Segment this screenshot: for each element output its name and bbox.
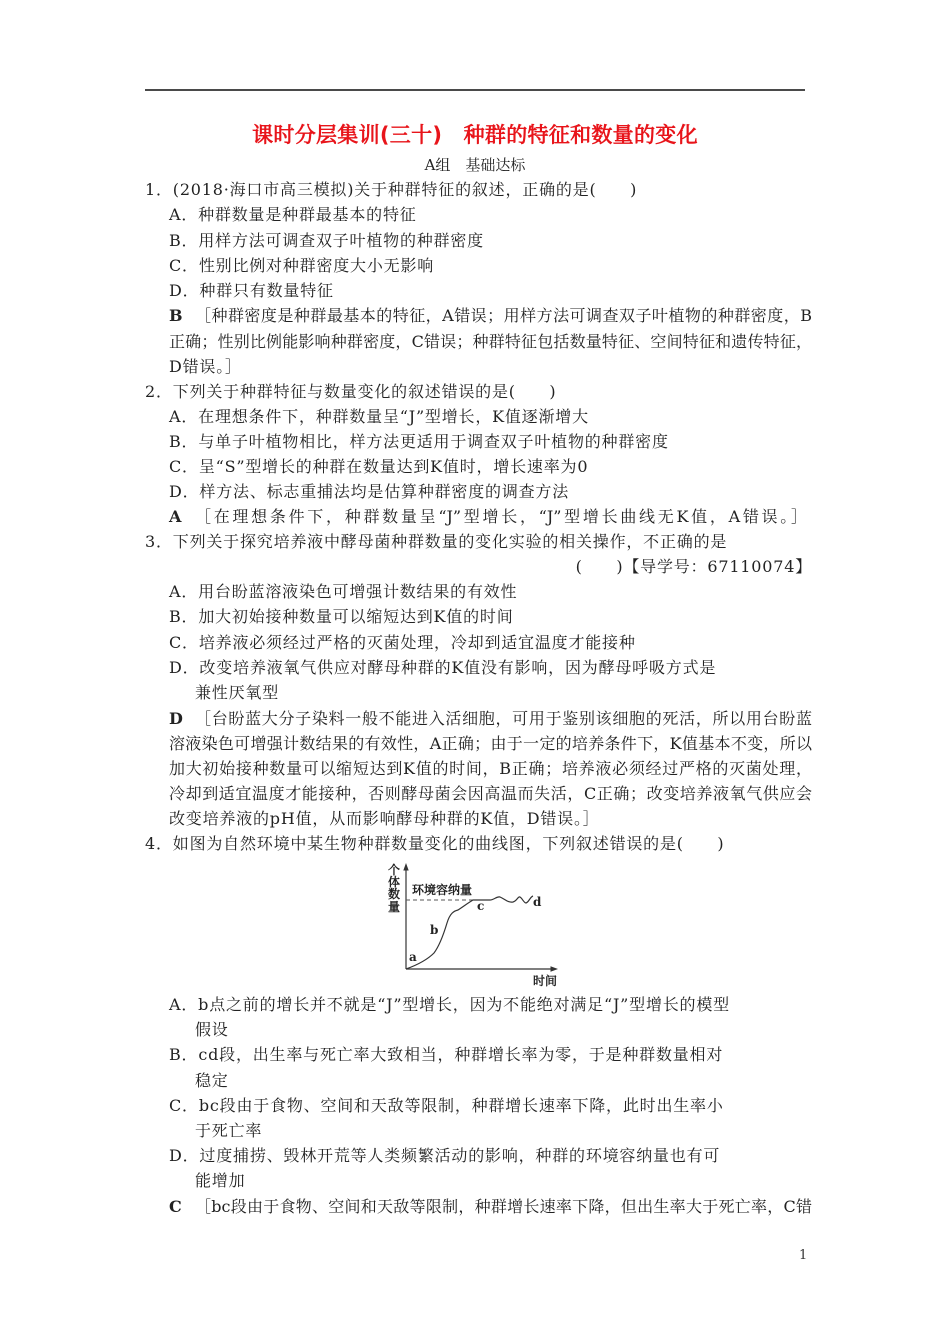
y-axis-arrow-icon: [403, 863, 408, 871]
figure-x-axis-label: 时间: [533, 974, 558, 988]
answer-explanation-line: ［在理想条件下，种群数量呈“J”型增长，“J”型增长曲线无K值，A错误。］: [195, 507, 807, 526]
question-3-option-c: C．培养液必须经过严格的灭菌处理，冷却到适宜温度才能接种: [169, 633, 636, 652]
question-4-stem: 4．如图为自然环境中某生物种群数量变化的曲线图，下列叙述错误的是( ): [145, 834, 725, 853]
question-2-option-b: B．与单子叶植物相比，样方法更适用于调查双子叶植物的种群密度: [169, 432, 669, 451]
question-3-option-a: A．用台盼蓝溶液染色可增强计数结果的有效性: [169, 582, 518, 601]
answer-letter: A: [169, 507, 182, 526]
question-1-option-a: A．种群数量是种群最基本的特征: [169, 205, 417, 224]
answer-explanation-line: 改变培养液的pH值，从而影响酵母种群的K值，D错误。］: [169, 809, 600, 828]
answer-explanation-line: 冷却到适宜温度才能接种，否则酵母菌会因高温而失活，C正确；改变培养液氧气供应会: [169, 784, 812, 803]
figure-carrying-capacity-label: 环境容纳量: [412, 883, 473, 897]
x-axis-arrow-icon: [551, 966, 559, 971]
question-3-option-b: B．加大初始接种数量可以缩短达到K值的时间: [169, 607, 514, 626]
question-3-answer: [169, 707, 812, 731]
question-3-stem: 3．下列关于探究培养液中酵母菌种群数量的变化实验的相关操作，不正确的是: [145, 532, 728, 551]
answer-letter: B: [169, 306, 183, 325]
figure-y-axis-label: 个体数量: [388, 863, 401, 914]
question-1-option-b: B．用样方法可调查双子叶植物的种群密度: [169, 231, 484, 250]
section-subtitle: A组 基础达标: [424, 156, 526, 174]
population-growth-curve-figure: [370, 855, 590, 995]
answer-letter: C: [169, 1197, 182, 1216]
answer-explanation-line: 溶液染色可增强计数结果的有效性，A正确；由于一定的培养条件下，K值基本不变，所以: [169, 734, 812, 753]
question-1-answer: [169, 304, 812, 328]
question-4-answer: [169, 1195, 812, 1219]
question-3-guide-number: ( )【导学号：67110074】: [575, 557, 812, 576]
answer-explanation-line: D错误。］: [169, 357, 242, 376]
answer-explanation-line: ［台盼蓝大分子染料一般不能进入活细胞，可用于鉴别该细胞的死活，所以用台盼蓝: [195, 709, 812, 728]
figure-point-d: d: [533, 895, 542, 909]
question-1-stem: 1．(2018·海口市高三模拟)关于种群特征的叙述，正确的是( ): [145, 180, 638, 199]
population-curve: [406, 896, 533, 969]
question-2-option-d: D．样方法、标志重捕法均是估算种群密度的调查方法: [169, 482, 570, 501]
question-4-option-c-wrap: 于死亡率: [195, 1121, 263, 1140]
answer-explanation-line: ［种群密度是种群最基本的特征，A错误；用样方法可调查双子叶植物的种群密度，B: [195, 306, 812, 325]
answer-explanation-line: 加大初始接种数量可以缩短达到K值的时间，B正确；培养液必须经过严格的灭菌处理，: [169, 759, 812, 778]
question-1-option-d: D．种群只有数量特征: [169, 281, 334, 300]
answer-explanation-line: 正确；性别比例能影响种群密度，C错误；种群特征包括数量特征、空间特征和遗传特征，: [169, 332, 812, 351]
page-number: 1: [799, 1248, 808, 1263]
question-3-option-d-wrap: 兼性厌氧型: [195, 683, 280, 702]
question-4-option-c: C．bc段由于食物、空间和天敌等限制，种群增长速率下降，此时出生率小: [169, 1096, 724, 1115]
figure-point-a: a: [409, 950, 417, 964]
answer-explanation-line: ［bc段由于食物、空间和天敌等限制，种群增长速率下降，但出生率大于死亡率，C错: [195, 1197, 812, 1216]
question-4-option-a-wrap: 假设: [195, 1020, 229, 1039]
header-rule: [145, 89, 805, 91]
question-4-option-d-wrap: 能增加: [195, 1171, 246, 1190]
question-2-stem: 2．下列关于种群特征与数量变化的叙述错误的是( ): [145, 382, 557, 401]
question-2-option-c: C．呈“S”型增长的种群在数量达到K值时，增长速率为0: [169, 457, 589, 476]
question-4-option-d: D．过度捕捞、毁林开荒等人类频繁活动的影响，种群的环境容纳量也有可: [169, 1146, 721, 1165]
question-2-answer: [169, 505, 807, 529]
question-4-option-b: B．cd段，出生率与死亡率大致相当，种群增长率为零，于是种群数量相对: [169, 1045, 724, 1064]
figure-point-c: c: [477, 899, 485, 913]
question-4-option-a: A．b点之前的增长并不就是“J”型增长，因为不能绝对满足“J”型增长的模型: [169, 995, 730, 1014]
question-1-option-c: C．性别比例对种群密度大小无影响: [169, 256, 435, 275]
page-title: 课时分层集训(三十) 种群的特征和数量的变化: [252, 123, 698, 147]
question-4-option-b-wrap: 稳定: [195, 1071, 229, 1090]
question-2-option-a: A．在理想条件下，种群数量呈“J”型增长，K值逐渐增大: [169, 407, 589, 426]
figure-point-b: b: [430, 923, 439, 937]
question-3-option-d: D．改变培养液氧气供应对酵母种群的K值没有影响，因为酵母呼吸方式是: [169, 658, 717, 677]
answer-letter: D: [169, 709, 183, 728]
